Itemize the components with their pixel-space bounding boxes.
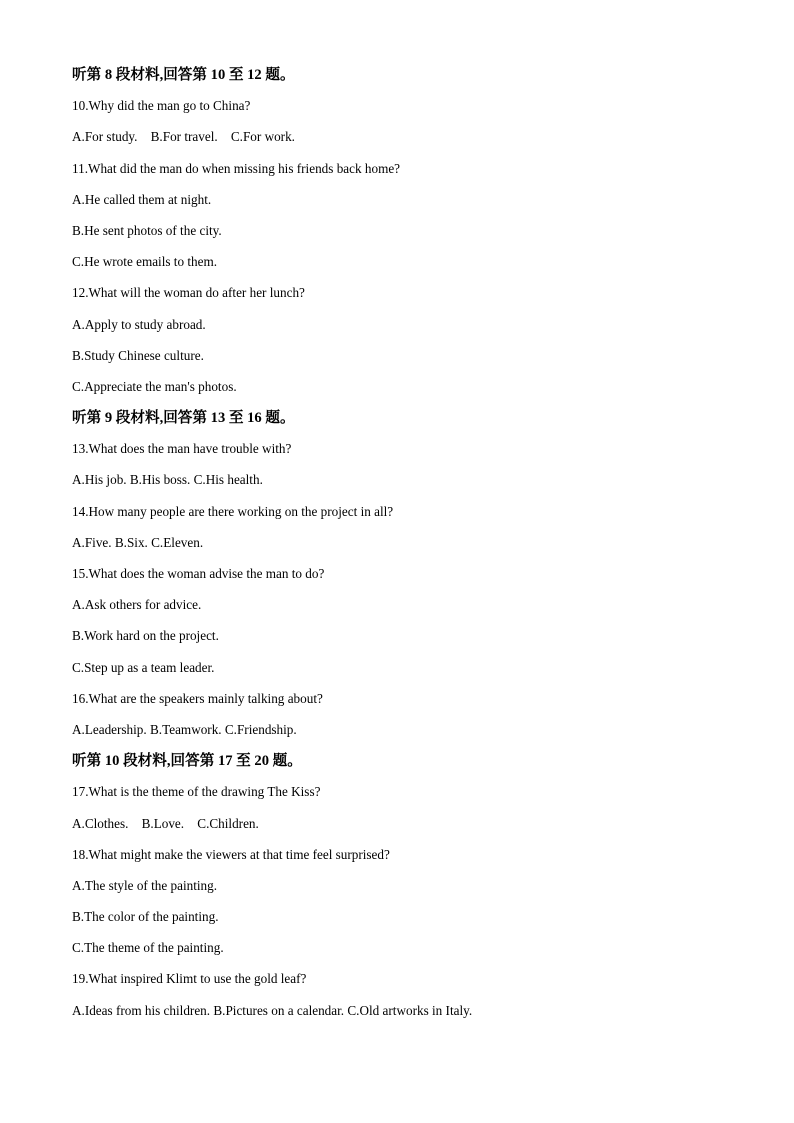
answer-option: A.Clothes. B.Love. C.Children. bbox=[72, 815, 259, 831]
answer-option: C.The theme of the painting. bbox=[72, 940, 224, 956]
section-heading: 听第 9 段材料,回答第 13 至 16 题。 bbox=[72, 410, 295, 427]
question-text: 10.Why did the man go to China? bbox=[72, 98, 251, 114]
answer-option: A.Ideas from his children. B.Pictures on a calendar. C.Old artworks in Italy. bbox=[72, 1002, 473, 1018]
question-text: 19.What inspired Klimt to use the gold leaf? bbox=[72, 971, 307, 987]
question-text: 18.What might make the viewers at that time feel surprised? bbox=[72, 846, 390, 862]
question-text: 15.What does the woman advise the man to do? bbox=[72, 566, 325, 581]
answer-option: A.Leadership. B.Teamwork. C.Friendship. bbox=[72, 721, 297, 737]
answer-option: A.Ask others for advice. bbox=[72, 597, 202, 613]
exam-page bbox=[72, 64, 732, 1031]
answer-option: C.Appreciate the man's photos. bbox=[72, 378, 237, 394]
answer-option: B.He sent photos of the city. bbox=[72, 222, 222, 238]
answer-option: A.His job. B.His boss. C.His health. bbox=[72, 472, 263, 488]
answer-option: B.The color of the painting. bbox=[72, 909, 219, 925]
answer-option: C.Step up as a team leader. bbox=[72, 659, 215, 675]
question-text: 12.What will the woman do after her lunch? bbox=[72, 285, 305, 301]
question-text: 13.What does the man have trouble with? bbox=[72, 441, 292, 457]
question-text: 14.How many people are there working on the project in all? bbox=[72, 503, 394, 519]
answer-option: A.He called them at night. bbox=[72, 191, 212, 207]
section-heading: 听第 8 段材料,回答第 10 至 12 题。 bbox=[72, 67, 295, 83]
answer-option: A.For study. B.For travel. C.For work. bbox=[72, 129, 295, 145]
answer-option: A.The style of the painting. bbox=[72, 877, 218, 893]
answer-option: A.Five. B.Six. C.Eleven. bbox=[72, 534, 204, 550]
answer-option: B.Work hard on the project. bbox=[72, 628, 219, 644]
question-text: 11.What did the man do when missing his friends back home? bbox=[72, 160, 401, 176]
section-heading: 听第 10 段材料,回答第 17 至 20 题。 bbox=[72, 753, 302, 770]
question-text: 16.What are the speakers mainly talking about? bbox=[72, 690, 323, 706]
answer-option: A.Apply to study abroad. bbox=[72, 316, 206, 332]
answer-option: B.Study Chinese culture. bbox=[72, 347, 204, 363]
question-text: 17.What is the theme of the drawing The Kiss? bbox=[72, 784, 321, 800]
answer-option: C.He wrote emails to them. bbox=[72, 254, 218, 270]
